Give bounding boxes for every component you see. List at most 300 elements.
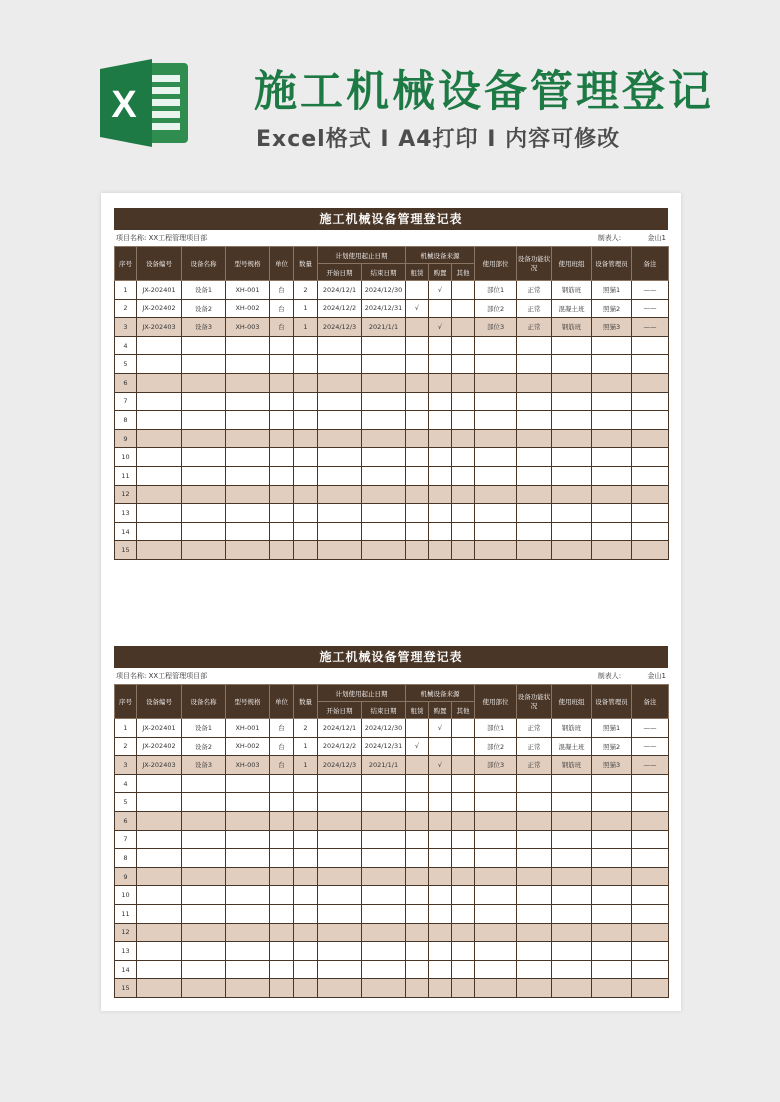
table-row (115, 336, 669, 355)
table-row (115, 504, 669, 523)
table-cell (294, 336, 318, 355)
table-cell (552, 923, 592, 942)
table-cell (226, 504, 270, 523)
table-cell (452, 485, 475, 504)
table-cell (429, 849, 452, 868)
table-cell: 2024/12/2 (318, 737, 362, 756)
col-header: 使用班组 (552, 247, 592, 281)
table-cell: 2024/12/1 (318, 281, 362, 300)
table-cell (429, 923, 452, 942)
table-row (115, 979, 669, 998)
table-cell (429, 355, 452, 374)
table-cell: XH-002 (226, 299, 270, 318)
table-cell (452, 942, 475, 961)
table-cell: 钢筋班 (552, 719, 592, 738)
col-header: 其他 (452, 702, 475, 719)
table-cell (294, 942, 318, 961)
table-cell (475, 886, 517, 905)
table-cell (362, 373, 406, 392)
table-cell (632, 336, 669, 355)
table-cell (517, 849, 552, 868)
table-cell (406, 979, 429, 998)
table-cell (406, 811, 429, 830)
table-cell: 12 (115, 485, 137, 504)
table-cell: 1 (115, 281, 137, 300)
table-cell (226, 904, 270, 923)
table-cell (475, 541, 517, 560)
table-cell (429, 466, 452, 485)
document-page (101, 193, 681, 1011)
table-cell: √ (406, 737, 429, 756)
table-cell (552, 504, 592, 523)
table-cell (294, 867, 318, 886)
table-cell (182, 942, 226, 961)
table-cell (632, 448, 669, 467)
table-cell: 9 (115, 867, 137, 886)
table-cell: 6 (115, 373, 137, 392)
table-cell (137, 923, 182, 942)
table-cell (552, 373, 592, 392)
table-cell (429, 485, 452, 504)
table-cell (406, 485, 429, 504)
table-cell (182, 522, 226, 541)
table-cell (632, 811, 669, 830)
table-cell (182, 373, 226, 392)
table-cell: 照猫2 (592, 737, 632, 756)
table-row (115, 830, 669, 849)
table-cell (452, 756, 475, 775)
table-cell (406, 904, 429, 923)
table-cell (475, 336, 517, 355)
table-cell (270, 849, 294, 868)
table-cell (137, 849, 182, 868)
table-cell (452, 774, 475, 793)
table-cell: 1 (294, 737, 318, 756)
table-cell (362, 504, 406, 523)
table-cell (552, 849, 592, 868)
table-cell (592, 942, 632, 961)
table-cell (318, 411, 362, 430)
table-cell (592, 504, 632, 523)
table-cell (226, 485, 270, 504)
table-cell: 正常 (517, 756, 552, 775)
table-cell (592, 811, 632, 830)
table-cell (452, 960, 475, 979)
table-cell (475, 849, 517, 868)
table-cell (552, 522, 592, 541)
table-cell (270, 774, 294, 793)
table-cell: 2024/12/1 (318, 719, 362, 738)
table-cell (406, 774, 429, 793)
table-cell (137, 411, 182, 430)
table-cell: 8 (115, 849, 137, 868)
table-cell: —— (632, 756, 669, 775)
table-cell: 混凝土班 (552, 299, 592, 318)
table-cell: JX-202403 (137, 318, 182, 337)
col-header: 设备名称 (182, 685, 226, 719)
table-cell (592, 485, 632, 504)
table-cell (475, 904, 517, 923)
table-cell (137, 355, 182, 374)
table-cell (406, 867, 429, 886)
table-cell (182, 429, 226, 448)
table-cell (294, 849, 318, 868)
table-cell (294, 830, 318, 849)
table-cell (429, 774, 452, 793)
table-cell (362, 793, 406, 812)
table-cell (270, 336, 294, 355)
table-cell (318, 904, 362, 923)
table-cell (517, 830, 552, 849)
table-cell (318, 448, 362, 467)
table-cell (406, 466, 429, 485)
table-cell (270, 867, 294, 886)
table-cell: 2024/12/3 (318, 318, 362, 337)
table-cell (632, 411, 669, 430)
table-cell (475, 485, 517, 504)
table-cell (517, 811, 552, 830)
table-cell (592, 373, 632, 392)
table-cell (137, 960, 182, 979)
table-cell (429, 737, 452, 756)
table-cell (362, 429, 406, 448)
table-cell (294, 504, 318, 523)
table-cell (592, 355, 632, 374)
table-cell (517, 960, 552, 979)
table-cell (182, 923, 226, 942)
table-cell (592, 336, 632, 355)
table-cell (517, 485, 552, 504)
table-cell (182, 336, 226, 355)
page-subtitle: Excel格式 I A4打印 I 内容可修改 (256, 127, 621, 152)
table-cell (182, 904, 226, 923)
col-header: 使用部位 (475, 247, 517, 281)
table-cell (552, 448, 592, 467)
table-cell (452, 355, 475, 374)
table-cell (182, 867, 226, 886)
col-header: 数量 (294, 247, 318, 281)
table-cell (429, 336, 452, 355)
table-cell: 照猫1 (592, 719, 632, 738)
table-cell (226, 886, 270, 905)
table-cell: √ (429, 318, 452, 337)
table-cell (362, 448, 406, 467)
table-cell (294, 793, 318, 812)
table-cell (362, 849, 406, 868)
table-cell: 3 (115, 318, 137, 337)
col-header: 结束日期 (362, 264, 406, 281)
table-cell (406, 541, 429, 560)
table-cell (182, 830, 226, 849)
table-cell (452, 830, 475, 849)
table-cell (270, 466, 294, 485)
sheet-info-row (114, 230, 668, 246)
table-cell (517, 466, 552, 485)
table-cell (226, 811, 270, 830)
col-header: 数量 (294, 685, 318, 719)
table-row (115, 318, 669, 337)
table-cell: 正常 (517, 737, 552, 756)
table-cell (452, 336, 475, 355)
table-cell (294, 886, 318, 905)
col-header: 设备功能状况 (517, 685, 552, 719)
table-cell (406, 392, 429, 411)
table-cell (318, 923, 362, 942)
table-cell (406, 849, 429, 868)
table-cell (362, 979, 406, 998)
table-cell (294, 411, 318, 430)
table-cell (475, 979, 517, 998)
table-cell: 钢筋班 (552, 756, 592, 775)
table-cell (182, 886, 226, 905)
table-cell (226, 830, 270, 849)
table-cell (318, 504, 362, 523)
table-cell (552, 411, 592, 430)
table-cell: 10 (115, 886, 137, 905)
table-cell (294, 904, 318, 923)
table-cell (318, 373, 362, 392)
table-cell (137, 904, 182, 923)
col-header: 使用班组 (552, 685, 592, 719)
project-name: 项目名称: XX工程管理项目部 (116, 672, 208, 680)
table-cell (362, 336, 406, 355)
table-cell: √ (429, 756, 452, 775)
table-cell (475, 774, 517, 793)
table-cell: 15 (115, 541, 137, 560)
table-cell (182, 466, 226, 485)
table-cell: 台 (270, 756, 294, 775)
table-row (115, 774, 669, 793)
table-cell (318, 466, 362, 485)
table-cell: XH-002 (226, 737, 270, 756)
table-cell (592, 541, 632, 560)
table-cell (182, 485, 226, 504)
table-cell (362, 811, 406, 830)
table-cell (632, 830, 669, 849)
table-cell: 台 (270, 281, 294, 300)
col-header: 备注 (632, 247, 669, 281)
table-cell (406, 522, 429, 541)
table-cell (182, 774, 226, 793)
table-cell (137, 541, 182, 560)
table-cell (294, 979, 318, 998)
table-cell (137, 811, 182, 830)
table-cell (452, 541, 475, 560)
table-cell: 钢筋班 (552, 281, 592, 300)
table-cell (318, 522, 362, 541)
table-cell (517, 774, 552, 793)
table-cell (517, 355, 552, 374)
table-cell (294, 466, 318, 485)
table-cell (452, 429, 475, 448)
table-cell (452, 904, 475, 923)
table-cell: 部位1 (475, 719, 517, 738)
table-cell: 部位3 (475, 318, 517, 337)
table-cell (362, 522, 406, 541)
table-cell (270, 923, 294, 942)
table-cell (429, 960, 452, 979)
table-cell: XH-001 (226, 719, 270, 738)
table-cell: 正常 (517, 318, 552, 337)
table-cell (318, 811, 362, 830)
table-cell: 设备1 (182, 719, 226, 738)
table-cell: 部位2 (475, 299, 517, 318)
col-header: 其他 (452, 264, 475, 281)
table-cell (517, 373, 552, 392)
table-cell: 照猫2 (592, 299, 632, 318)
table-cell: 2 (115, 737, 137, 756)
table-cell (137, 336, 182, 355)
logo-letter: X (111, 84, 137, 126)
table-cell (475, 923, 517, 942)
table-cell (452, 411, 475, 430)
table-cell (270, 373, 294, 392)
col-header: 设备编号 (137, 247, 182, 281)
table-cell (270, 811, 294, 830)
table-cell: XH-003 (226, 756, 270, 775)
table-cell (452, 466, 475, 485)
table-cell: 设备2 (182, 299, 226, 318)
table-cell (270, 429, 294, 448)
register-table (114, 684, 669, 998)
table-cell (592, 522, 632, 541)
register-table (114, 246, 669, 560)
table-cell (632, 522, 669, 541)
table-cell (270, 411, 294, 430)
maker-field (598, 233, 666, 243)
table-body (115, 719, 669, 998)
sheet-title: 施工机械设备管理登记表 (114, 646, 668, 668)
table-cell (318, 541, 362, 560)
table-cell (452, 737, 475, 756)
table-cell: √ (429, 281, 452, 300)
table-row (115, 811, 669, 830)
table-cell (429, 867, 452, 886)
project-name: 项目名称: XX工程管理项目部 (116, 234, 208, 242)
table-cell (632, 373, 669, 392)
table-cell (294, 774, 318, 793)
table-cell (552, 886, 592, 905)
table-row (115, 373, 669, 392)
table-cell (270, 355, 294, 374)
table-row (115, 522, 669, 541)
table-cell: 混凝土班 (552, 737, 592, 756)
table-cell: 2024/12/31 (362, 299, 406, 318)
table-cell (429, 904, 452, 923)
table-cell (362, 541, 406, 560)
table-cell (632, 867, 669, 886)
table-cell: 3 (115, 756, 137, 775)
table-cell (137, 774, 182, 793)
table-cell: 设备3 (182, 318, 226, 337)
table-cell: JX-202401 (137, 719, 182, 738)
table-cell (294, 811, 318, 830)
table-cell: —— (632, 318, 669, 337)
table-cell: 2 (115, 299, 137, 318)
table-cell: 2024/12/31 (362, 737, 406, 756)
table-cell: 2024/12/30 (362, 719, 406, 738)
table-cell: 11 (115, 904, 137, 923)
table-cell (517, 979, 552, 998)
table-cell (475, 867, 517, 886)
table-row (115, 960, 669, 979)
table-cell (429, 942, 452, 961)
table-cell (475, 504, 517, 523)
table-cell (592, 904, 632, 923)
col-header-group: 计划使用起止日期 (318, 247, 406, 264)
table-cell (226, 979, 270, 998)
table-cell (318, 774, 362, 793)
table-cell (318, 485, 362, 504)
table-cell (137, 466, 182, 485)
maker-field (598, 671, 666, 681)
table-cell (182, 979, 226, 998)
table-cell: 12 (115, 923, 137, 942)
col-header: 开始日期 (318, 264, 362, 281)
table-cell (318, 849, 362, 868)
table-row (115, 756, 669, 775)
table-cell: 13 (115, 942, 137, 961)
table-cell (475, 811, 517, 830)
table-cell (632, 960, 669, 979)
col-header-group: 机械设备来源 (406, 685, 475, 702)
table-cell (182, 541, 226, 560)
table-cell (137, 522, 182, 541)
table-cell (362, 411, 406, 430)
table-cell (226, 429, 270, 448)
table-cell (182, 355, 226, 374)
table-cell (137, 886, 182, 905)
table-cell: —— (632, 737, 669, 756)
table-cell (318, 355, 362, 374)
table-cell (226, 923, 270, 942)
table-row (115, 411, 669, 430)
maker-name: 金山1 (647, 234, 666, 242)
table-cell: 照猫3 (592, 318, 632, 337)
table-cell: 1 (115, 719, 137, 738)
table-cell (429, 429, 452, 448)
table-cell (182, 504, 226, 523)
table-cell (362, 774, 406, 793)
table-cell (475, 429, 517, 448)
table-cell (226, 793, 270, 812)
table-cell (552, 466, 592, 485)
table-cell (294, 522, 318, 541)
table-cell (592, 793, 632, 812)
table-cell (406, 942, 429, 961)
table-body (115, 281, 669, 560)
table-cell (362, 904, 406, 923)
table-cell (517, 448, 552, 467)
table-cell (270, 886, 294, 905)
table-cell (226, 355, 270, 374)
table-cell (362, 392, 406, 411)
table-cell: 10 (115, 448, 137, 467)
table-cell (452, 719, 475, 738)
table-cell (632, 504, 669, 523)
table-cell (517, 541, 552, 560)
table-cell (137, 504, 182, 523)
col-header: 备注 (632, 685, 669, 719)
col-header: 设备管理员 (592, 247, 632, 281)
table-cell: 2021/1/1 (362, 318, 406, 337)
table-cell: 2024/12/2 (318, 299, 362, 318)
table-cell: 5 (115, 793, 137, 812)
table-row (115, 448, 669, 467)
table-cell (592, 392, 632, 411)
table-cell (475, 448, 517, 467)
table-cell (517, 522, 552, 541)
